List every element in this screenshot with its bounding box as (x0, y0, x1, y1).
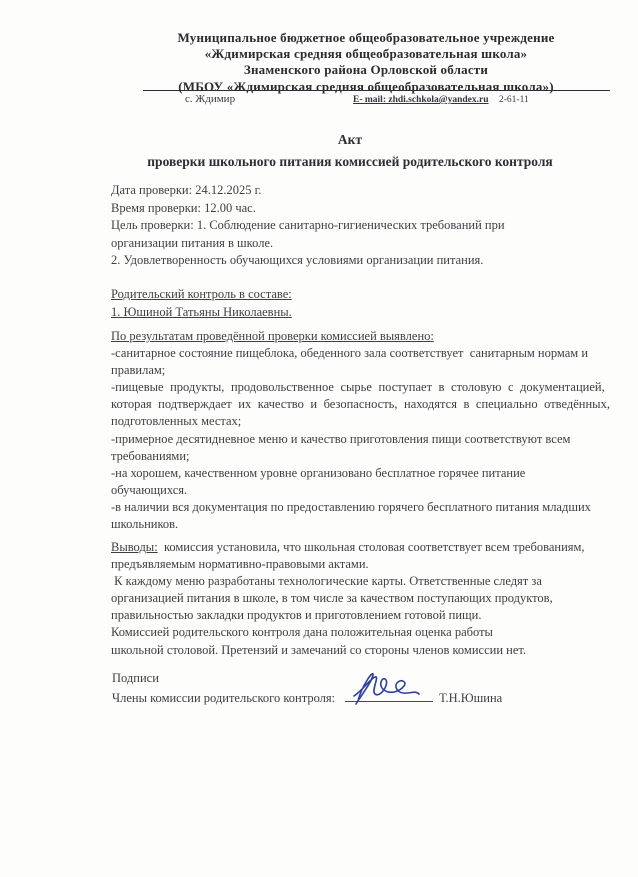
conclusions-lines (111, 556, 616, 659)
findings-line: подготовленных местах; (111, 414, 242, 429)
letterhead-divider-line (143, 90, 610, 91)
letterhead-phone: 2-61-11 (499, 95, 529, 105)
letterhead-place: с. Ждимир (185, 93, 236, 105)
conclusions-text: комиссия установила, что школьная столовая соответствует всем требованиям, (157, 540, 585, 554)
findings-line: обучающихся. (111, 482, 188, 497)
findings-lines (111, 345, 616, 533)
findings-line: которая подтверждает их качество и безопасность, находятся в специально отведённых, (111, 397, 610, 412)
letterhead-contact-row (0, 92, 638, 108)
conclusions-line: правильностью закладки продуктов и приготовлением готовой пищи. (111, 608, 482, 623)
inspection-info-block (111, 182, 616, 270)
document-subject: проверки школьного питания комиссией родительского контроля (147, 154, 553, 169)
findings-line: -пищевые продукты, продовольственное сырье поступает в столовую с документацией, (111, 380, 605, 395)
letterhead-email: E- mail: zhdi.schkola@yandex.ru (353, 95, 489, 105)
info-line: организации питания в школе. (111, 235, 274, 250)
findings-heading: По результатам проведённой проверки комиссией выявлено: (111, 329, 434, 343)
document-type: Акт (337, 132, 363, 147)
conclusions-label: Выводы: (111, 540, 158, 554)
organization-name-line: «Ждимирская средняя общеобразовательная школа» (204, 46, 528, 62)
info-line: Дата проверки: 24.12.2025 г. (111, 183, 262, 197)
findings-line: правилам; (111, 363, 166, 378)
commission-block (111, 286, 616, 321)
document-title (110, 129, 590, 173)
organization-name-line: (МБОУ «Ждимирская средняя общеобразовательная школа») (178, 78, 554, 94)
conclusions-first-line (111, 539, 616, 556)
organization-header (110, 30, 622, 95)
signatory-name: Т.Н.Юшина (439, 691, 503, 705)
findings-line: школьников. (111, 517, 179, 532)
info-line: Время проверки: 12.00 час. (111, 200, 256, 215)
organization-name-line: Муниципальное бюджетное общеобразовательное учреждение (177, 30, 555, 45)
conclusions-line: Комиссией родительского контроля дана положительная оценка работы (111, 625, 493, 640)
findings-block (111, 328, 616, 533)
conclusions-block (111, 539, 616, 659)
info-line: 2. Удовлетворенность обучающихся условиями организации питания. (111, 253, 484, 268)
organization-name-line: Знаменского района Орловской области (243, 62, 489, 78)
findings-line: -на хорошем, качественном уровне организовано бесплатное горячее питание (111, 465, 526, 480)
conclusions-line: школьной столовой. Претензий и замечаний со стороны членов комиссии нет. (111, 642, 527, 657)
findings-line: -примерное десятидневное меню и качество приготовления пищи соответствуют всем (111, 431, 571, 446)
findings-line: требованиями; (111, 448, 190, 463)
handwritten-signature-ink (344, 665, 422, 709)
conclusions-line: предъявляемым нормативно-правовыми актами. (111, 557, 369, 572)
findings-line: -санитарное состояние пищеблока, обеденного зала соответствует санитарным нормам и (111, 346, 589, 361)
conclusions-line: организацией питания в школе, в том числе за качеством поступающих продуктов, (111, 591, 553, 606)
commission-heading: Родительский контроль в составе: (111, 287, 292, 301)
signature-row (112, 689, 502, 706)
info-line: Цель проверки: 1. Соблюдение санитарно-гигиенических требований при (111, 218, 505, 233)
signature-row-label: Члены комиссии родительского контроля: (112, 691, 336, 705)
conclusions-line: К каждому меню разработаны технологические карты. Ответственные следят за (111, 574, 542, 589)
signatures-heading: Подписи (112, 671, 159, 685)
commission-member: 1. Юшиной Татьяны Николаевны. (111, 304, 292, 319)
findings-line: -в наличии вся документация по предоставлению горячего бесплатного питания младших (111, 499, 591, 514)
